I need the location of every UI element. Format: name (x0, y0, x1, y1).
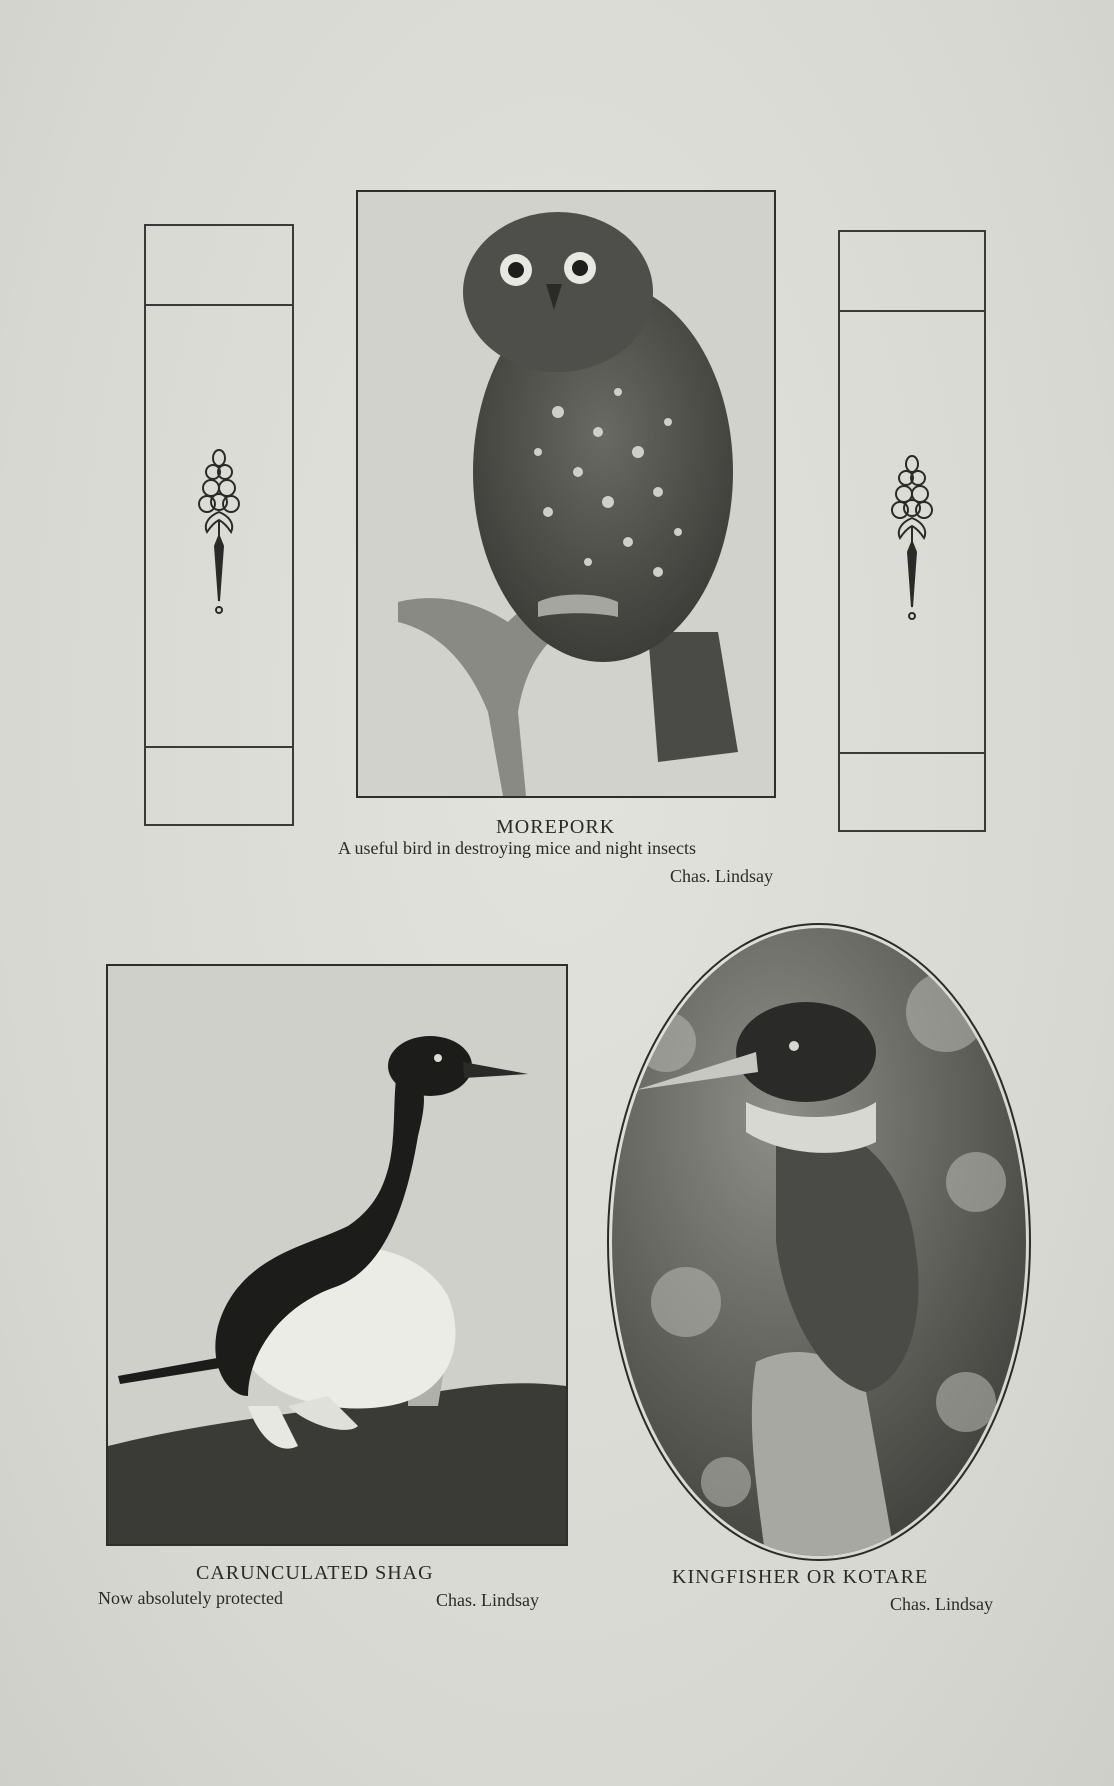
owl-illustration (358, 192, 774, 796)
morepork-title: MOREPORK (496, 816, 616, 838)
shag-credit: Chas. Lindsay (436, 1590, 539, 1610)
floral-ornament-icon (189, 446, 249, 616)
morepork-credit: Chas. Lindsay (670, 866, 773, 886)
shag-subtitle: Now absolutely protected (98, 1588, 283, 1608)
morepork-subtitle: A useful bird in destroying mice and night insects (338, 838, 696, 858)
morepork-photo (356, 190, 776, 798)
shag-title: CARUNCULATED SHAG (196, 1562, 434, 1584)
floral-ornament-icon (882, 452, 942, 622)
kingfisher-credit: Chas. Lindsay (890, 1594, 993, 1614)
shag-illustration (108, 966, 566, 1544)
right-decorative-panel (838, 230, 986, 832)
kingfisher-title: KINGFISHER OR KOTARE (672, 1566, 929, 1588)
caruncolated-shag-photo (106, 964, 568, 1546)
kingfisher-oval-photo (606, 922, 1032, 1562)
left-decorative-panel (144, 224, 294, 826)
